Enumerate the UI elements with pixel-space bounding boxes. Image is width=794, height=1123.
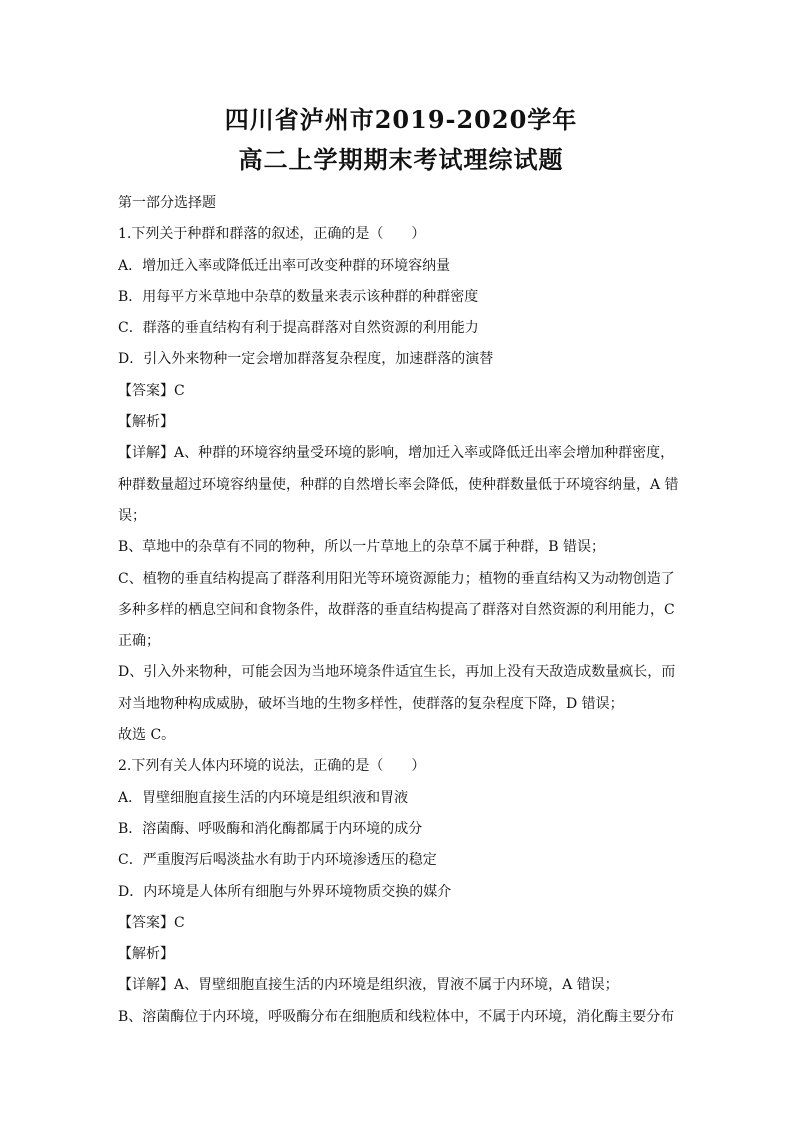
analysis-label: 【解析】 [118, 414, 174, 431]
option-d: D．内环境是人体所有细胞与外界环境物质交换的媒介 [118, 883, 452, 900]
section-heading: 第一部分选择题 [118, 195, 216, 211]
detail-line: D、引入外来物种，可能会因为当地环境条件适宜生长，再加上没有天敌造成数量疯长，而 [118, 664, 676, 681]
option-c: C．群落的垂直结构有利于提高群落对自然资源的利用能力 [118, 320, 479, 337]
detail-line: 误； [118, 507, 146, 524]
question-2 [118, 751, 684, 1033]
question-1 [118, 219, 684, 751]
question-stem: 1.下列关于种群和群落的叙述，正确的是（ ） [118, 226, 426, 243]
detail-line: 故选 C。 [118, 727, 176, 744]
option-c: C．严重腹泻后喝淡盐水有助于内环境渗透压的稳定 [118, 852, 437, 869]
document-title-line1: 四川省泸州市2019-2020学年 [224, 105, 578, 134]
option-b: B．用每平方米草地中杂草的数量来表示该种群的种群密度 [118, 288, 479, 305]
option-a: A．增加迁入率或降低迁出率可改变种群的环境容纳量 [118, 257, 451, 274]
detail-line: 对当地物种构成威胁，破坏当地的生物多样性，使群落的复杂程度下降，D 错误； [118, 695, 624, 712]
document-title-line2: 高二上学期期末考试理综试题 [238, 145, 564, 174]
detail-line: B、草地中的杂草有不同的物种，所以一片草地上的杂草不属于种群，B 错误； [118, 539, 606, 556]
detail-line: 正确； [118, 633, 160, 650]
question-stem: 2.下列有关人体内环境的说法，正确的是（ ） [118, 758, 426, 775]
detail-line: 种群数量超过环境容纳量使，种群的自然增长率会降低，使种群数量低于环境容纳量，A 错 [118, 476, 679, 493]
analysis-label: 【解析】 [118, 946, 174, 963]
option-d: D．引入外来物种一定会增加群落复杂程度，加速群落的演替 [118, 351, 494, 368]
detail-line: 多种多样的栖息空间和食物条件，故群落的垂直结构提高了群落对自然资源的利用能力，C [118, 601, 675, 618]
answer-label: 【答案】C [118, 382, 185, 399]
detail-line: 【详解】A、种群的环境容纳量受环境的影响，增加迁入率或降低迁出率会增加种群密度， [118, 445, 675, 462]
detail-line: C、植物的垂直结构提高了群落利用阳光等环境资源能力；植物的垂直结构又为动物创造了 [118, 570, 675, 587]
option-a: A．胃壁细胞直接生活的内环境是组织液和胃液 [118, 789, 409, 806]
detail-line: 【详解】A、胃壁细胞直接生活的内环境是组织液，胃液不属于内环境，A 错误； [118, 977, 619, 994]
detail-line: B、溶菌酶位于内环境，呼吸酶分布在细胞质和线粒体中，不属于内环境，消化酶主要分布 [118, 1008, 675, 1025]
answer-label: 【答案】C [118, 914, 185, 931]
option-b: B．溶菌酶、呼吸酶和消化酶都属于内环境的成分 [118, 820, 423, 837]
